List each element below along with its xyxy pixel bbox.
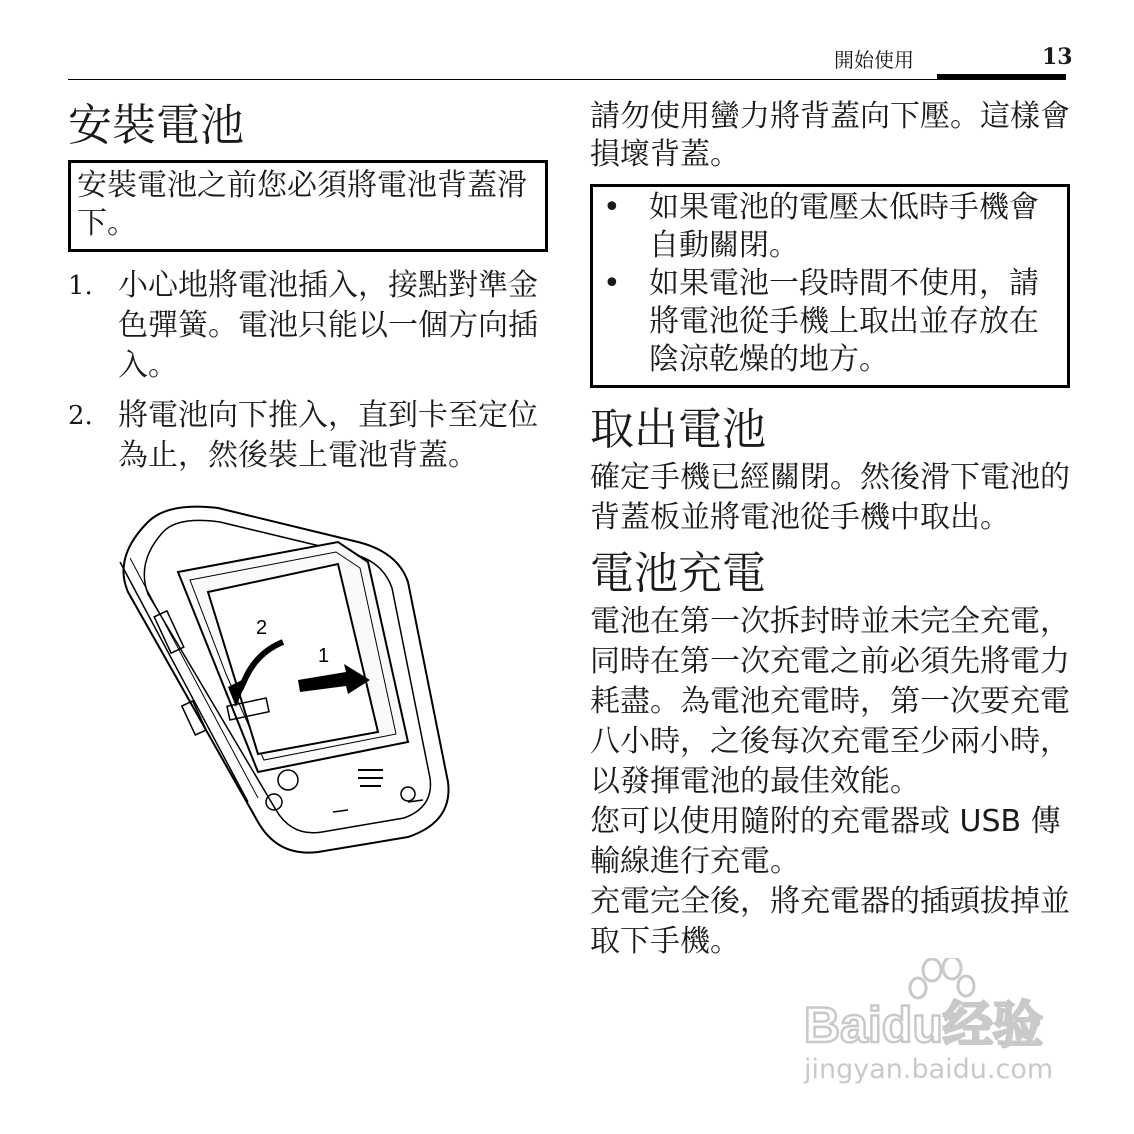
running-header-section: 開始使用 bbox=[834, 48, 914, 72]
left-column bbox=[68, 98, 548, 866]
charge-paragraph: 充電完全後，將充電器的插頭拔掉並取下手機。 bbox=[590, 884, 1070, 959]
arrow-label-1: 1 bbox=[318, 645, 330, 667]
charge-battery-title: 電池充電 bbox=[590, 548, 766, 599]
arrow-label-2: 2 bbox=[256, 617, 268, 639]
bullet-icon: • bbox=[603, 266, 621, 301]
battery-install-illustration bbox=[108, 502, 458, 862]
install-battery-title: 安裝電池 bbox=[68, 100, 244, 151]
install-step bbox=[68, 396, 548, 476]
install-note-box: 安裝電池之前您必須將電池背蓋滑下。 bbox=[68, 160, 548, 252]
battery-tips-box bbox=[590, 184, 1070, 388]
watermark-logo-text: Baidu经验 bbox=[804, 997, 1043, 1053]
watermark-url: jingyan.baidu.com bbox=[804, 1054, 1054, 1085]
tip-text: 如果電池的電壓太低時手機會自動關閉。 bbox=[649, 190, 1039, 263]
step-text: 將電池向下推入，直到卡至定位為止，然後裝上電池背蓋。 bbox=[118, 398, 538, 473]
bullet-icon: • bbox=[603, 190, 621, 225]
charge-paragraph: 您可以使用隨附的充電器或 USB 傳輸線進行充電。 bbox=[590, 804, 1061, 879]
header-accent-bar bbox=[937, 74, 1066, 80]
header-rule bbox=[68, 79, 1066, 80]
warning-text: 請勿使用蠻力將背蓋向下壓。這樣會損壞背蓋。 bbox=[590, 99, 1070, 172]
remove-battery-text: 確定手機已經關閉。然後滑下電池的背蓋板並將電池從手機中取出。 bbox=[590, 460, 1070, 535]
baidu-paw-logo-icon bbox=[800, 958, 1070, 1054]
tip-item bbox=[597, 189, 1061, 265]
charge-paragraph: 電池在第一次拆封時並未完全充電，同時在第一次充電之前必須先將電力耗盡。為電池充電時，第一次要充電八小時，之後每次充電至少兩小時，以發揮電池的最佳效能。 bbox=[590, 604, 1070, 799]
remove-battery-title: 取出電池 bbox=[590, 404, 766, 455]
right-column bbox=[590, 98, 1070, 962]
install-steps bbox=[68, 266, 548, 476]
step-text: 小心地將電池插入，接點對準金色彈簧。電池只能以一個方向插入。 bbox=[118, 268, 538, 383]
step-number: 2. bbox=[68, 401, 93, 431]
tip-text: 如果電池一段時間不使用，請將電池從手機上取出並存放在陰涼乾燥的地方。 bbox=[649, 266, 1039, 377]
tip-item bbox=[597, 265, 1061, 379]
step-number: 1. bbox=[68, 271, 93, 301]
install-step bbox=[68, 266, 548, 386]
baidu-jingyan-watermark bbox=[800, 958, 1070, 1088]
page-number: 13 bbox=[1042, 44, 1073, 70]
